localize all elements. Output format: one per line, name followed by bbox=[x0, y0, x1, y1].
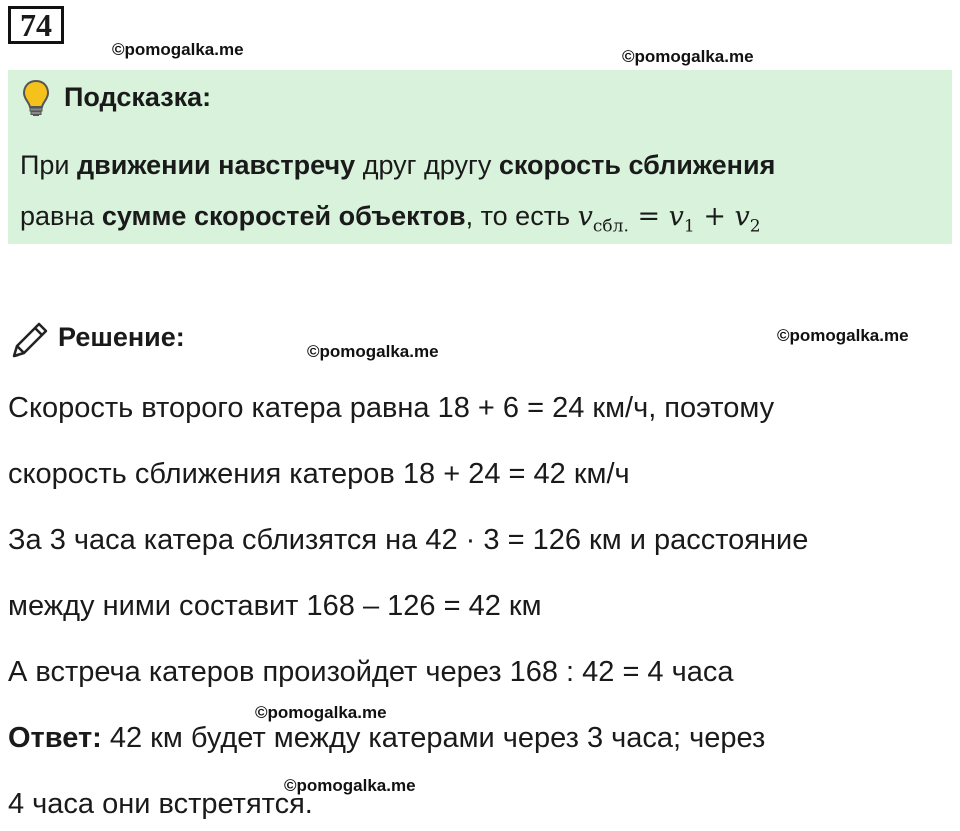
watermark: ©pomogalka.me bbox=[622, 47, 754, 66]
answer-line-2: 4 часа они встретятся. bbox=[8, 788, 313, 820]
solution-title: Решение: bbox=[58, 322, 185, 352]
answer-label: Ответ: bbox=[8, 722, 102, 754]
solution-line: За 3 часа катера сблизятся на 42 · 3 = 126 км и расстояние bbox=[8, 524, 809, 556]
problem-number: 74 bbox=[8, 6, 64, 44]
answer-line: Ответ: 42 км будет между катерами через 3 часа; через bbox=[8, 722, 766, 754]
lightbulb-icon bbox=[20, 78, 52, 123]
hint-line-1: При движении навстречу друг другу скорость сближения bbox=[20, 150, 776, 180]
solution-line: А встреча катеров произойдет через 168 : 42 = 4 часа bbox=[8, 656, 734, 688]
watermark: ©pomogalka.me bbox=[307, 342, 439, 361]
solution-line: скорость сближения катеров 18 + 24 = 42 км/ч bbox=[8, 458, 630, 490]
watermark: ©pomogalka.me bbox=[112, 40, 244, 59]
watermark: ©pomogalka.me bbox=[255, 703, 387, 722]
pencil-icon bbox=[8, 318, 52, 367]
solution-line: между ними составит 168 – 126 = 42 км bbox=[8, 590, 542, 622]
solution-line: Скорость второго катера равна 18 + 6 = 24 км/ч, поэтому bbox=[8, 392, 775, 424]
hint-line-2: равна сумме скоростей объектов, то есть $v_{сбл.} = v_1 + v_2$ bbox=[20, 201, 761, 237]
hint-title: Подсказка: bbox=[64, 82, 212, 112]
watermark: ©pomogalka.me bbox=[777, 326, 909, 345]
formula: $v_{сбл.} = v_1 + v_2$ bbox=[577, 201, 761, 237]
watermark: ©pomogalka.me bbox=[284, 776, 416, 795]
